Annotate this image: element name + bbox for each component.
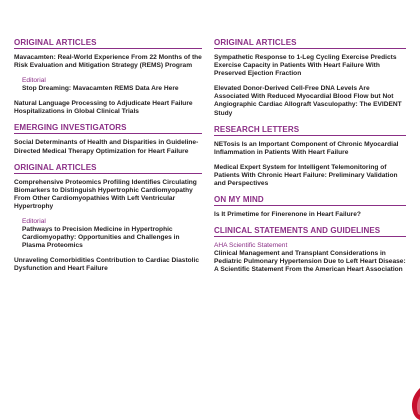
section-title: EMERGING INVESTIGATORS — [14, 123, 202, 134]
editorial-entry[interactable] — [14, 77, 202, 93]
article-entry[interactable] — [14, 179, 202, 211]
article-entry[interactable] — [14, 54, 202, 70]
right-column — [214, 38, 406, 282]
article-entry[interactable] — [214, 141, 406, 157]
article-title[interactable]: Mavacamten: Real-World Experience From 22 Months of the Risk Evaluation and Mitigation Strategy (REMS) Program — [14, 54, 202, 70]
section-title: ORIGINAL ARTICLES — [14, 38, 202, 49]
section-original-articles-1 — [14, 38, 202, 116]
article-title[interactable]: Unraveling Comorbidities Contribution to Cardiac Diastolic Dysfunction and Heart Failure — [14, 257, 200, 273]
article-title[interactable]: Elevated Donor-Derived Cell-Free DNA Levels Are Associated With Reduced Myocardial Blood Flow but Not Angiographic Cardiac Allograft Vasculopathy: The EVIDENT Study — [214, 85, 402, 117]
article-title[interactable]: Sympathetic Response to 1-Leg Cycling Exercise Predicts Exercise Capacity in Patients With Heart Failure With Preserved Ejection Fraction — [214, 54, 397, 78]
article-entry[interactable] — [214, 164, 406, 188]
article-title[interactable]: Stop Dreaming: Mavacamten REMS Data Are Here — [22, 85, 179, 93]
article-title[interactable]: Social Determinants of Health and Disparities in Guideline-Directed Medical Therapy Optimization for Heart Failure — [14, 139, 199, 155]
article-title[interactable]: Is It Primetime for Finerenone in Heart Failure? — [214, 211, 361, 219]
section-research-letters — [214, 125, 406, 188]
article-title[interactable]: Comprehensive Proteomics Profiling Identifies Circulating Biomarkers to Distinguish Hypertrophic Cardiomyopathy From Other Cardiomyopathies With Left Ventricular Hypertrophy — [14, 178, 197, 210]
section-emerging-investigators — [14, 123, 202, 155]
article-entry[interactable] — [214, 54, 406, 78]
article-title[interactable]: Pathways to Precision Medicine in Hypertrophic Cardiomyopathy: Opportunities and Challenges in Plasma Proteomics — [22, 226, 180, 250]
heart-logo-fragment-icon — [408, 388, 420, 420]
article-type-label: AHA Scientific Statement — [214, 242, 288, 250]
section-title: RESEARCH LETTERS — [214, 125, 406, 136]
section-title: ORIGINAL ARTICLES — [14, 163, 202, 174]
left-column — [14, 38, 202, 281]
section-original-articles-3 — [214, 38, 406, 118]
article-entry[interactable] — [14, 139, 202, 155]
article-entry[interactable] — [214, 211, 406, 219]
section-clinical-statements — [214, 226, 406, 274]
article-entry[interactable] — [14, 257, 202, 273]
article-title[interactable]: Clinical Management and Transplant Considerations in Pediatric Pulmonary Hypertension Due to Left Heart Disease: A Scientific Statement From the American Heart Association — [214, 250, 406, 274]
editorial-entry[interactable] — [14, 218, 202, 250]
article-entry[interactable] — [14, 100, 202, 116]
article-title[interactable]: NETosis Is an Important Component of Chronic Myocardial Inflammation in Patients With Heart Failure — [214, 140, 399, 156]
article-title[interactable]: Medical Expert System for Intelligent Telemonitoring of Patients With Chronic Heart Failure: Preliminary Validation and Perspectives — [214, 163, 398, 188]
section-title: ON MY MIND — [214, 195, 406, 206]
article-title[interactable]: Natural Language Processing to Adjudicate Heart Failure Hospitalizations in Global Clinical Trials — [14, 100, 193, 116]
article-type-label: Editorial — [22, 77, 46, 85]
section-title: CLINICAL STATEMENTS AND GUIDELINES — [214, 226, 406, 237]
article-entry[interactable] — [214, 85, 406, 117]
section-title: ORIGINAL ARTICLES — [214, 38, 406, 49]
article-entry[interactable] — [214, 242, 406, 274]
section-on-my-mind — [214, 195, 406, 219]
section-original-articles-2 — [14, 163, 202, 274]
article-type-label: Editorial — [22, 218, 46, 226]
